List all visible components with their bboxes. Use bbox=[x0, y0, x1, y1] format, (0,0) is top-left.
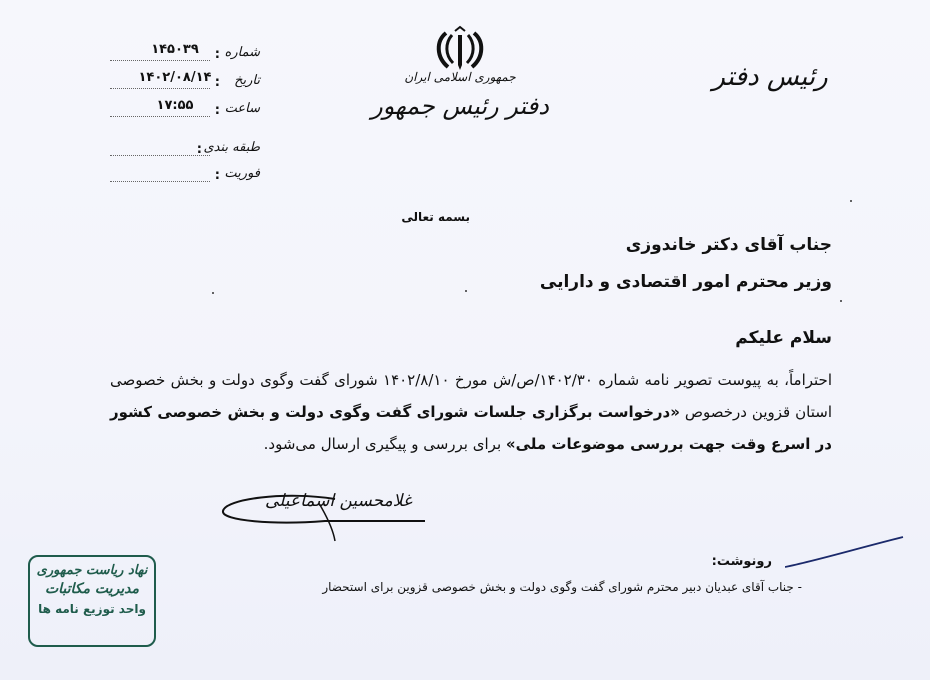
scan-speck bbox=[840, 300, 842, 302]
stamp-line-1: نهاد ریاست جمهوری bbox=[36, 563, 148, 578]
dotted-line bbox=[110, 181, 210, 182]
cc-item: - جناب آقای عبدیان دبیر محترم شورای گفت وگوی دولت و بخش خصوصی قزوین برای استحضار bbox=[322, 580, 802, 594]
date-label: تاریخ bbox=[234, 73, 260, 88]
addressee-name: جناب آقای دکتر خاندوزی bbox=[625, 235, 832, 255]
signatory-name: غلامحسین اسماعیلی bbox=[265, 491, 412, 511]
scan-speck bbox=[850, 200, 852, 202]
meta-number bbox=[110, 42, 260, 67]
scan-speck bbox=[212, 292, 214, 294]
dotted-line bbox=[110, 88, 210, 89]
stamp-line-2: مدیریت مکاتبات bbox=[44, 581, 140, 597]
letter-body bbox=[110, 364, 832, 460]
stamp-line-3: واحد توزیع نامه ها bbox=[38, 602, 146, 616]
meta-classification bbox=[110, 140, 260, 162]
colon: : bbox=[214, 47, 220, 62]
body-text-bold: «درخواست برگزاری جلسات شورای گفت وگوی دولت و بخش خصوصی کشور در اسرع وقت جهت بررسی موضوعات ملی» bbox=[110, 403, 832, 453]
office-name: دفتر رئیس جمهور bbox=[371, 92, 549, 120]
iran-emblem-icon bbox=[432, 25, 488, 71]
office-head-title: رئیس دفتر bbox=[712, 62, 828, 92]
number-value: ۱۴۵۰۳۹ bbox=[151, 42, 199, 57]
colon: : bbox=[196, 142, 202, 157]
cc-title: رونوشت: bbox=[711, 554, 772, 569]
number-label: شماره bbox=[224, 45, 260, 60]
country-name: جمهوری اسلامی ایران bbox=[404, 70, 516, 84]
bismillah: بسمه تعالی bbox=[401, 210, 470, 224]
time-label: ساعت bbox=[224, 101, 260, 116]
time-value: ۱۷:۵۵ bbox=[156, 98, 194, 113]
classification-label: طبقه بندی bbox=[203, 140, 260, 155]
meta-date bbox=[110, 70, 260, 95]
dotted-line bbox=[110, 116, 210, 117]
body-text-part2: برای بررسی و پیگیری ارسال می‌شود. bbox=[263, 435, 506, 453]
urgency-label: فوریت bbox=[224, 166, 260, 181]
body-text-part1: احتراماً، به پیوست تصویر نامه شماره ۱۴۰۲/۳۰/ص/ش مورخ ۱۴۰۲/۸/۱۰ شورای گفت وگوی دولت و بخش خصوصی استان قزوین درخصوص bbox=[110, 371, 832, 421]
addressee-title: وزیر محترم امور اقتصادی و دارایی bbox=[539, 272, 832, 292]
distribution-stamp bbox=[28, 555, 156, 647]
signature bbox=[215, 487, 435, 547]
greeting: سلام علیکم bbox=[735, 328, 832, 348]
colon: : bbox=[214, 103, 220, 118]
dotted-line bbox=[110, 60, 210, 61]
date-value: ۱۴۰۲/۰۸/۱۴ bbox=[138, 70, 212, 85]
colon: : bbox=[214, 75, 220, 90]
cc-pen-stroke-icon bbox=[785, 535, 905, 575]
dotted-line bbox=[110, 155, 210, 156]
colon: : bbox=[214, 168, 220, 183]
meta-time bbox=[110, 98, 260, 123]
scan-speck bbox=[465, 290, 467, 292]
meta-urgency bbox=[110, 166, 260, 188]
